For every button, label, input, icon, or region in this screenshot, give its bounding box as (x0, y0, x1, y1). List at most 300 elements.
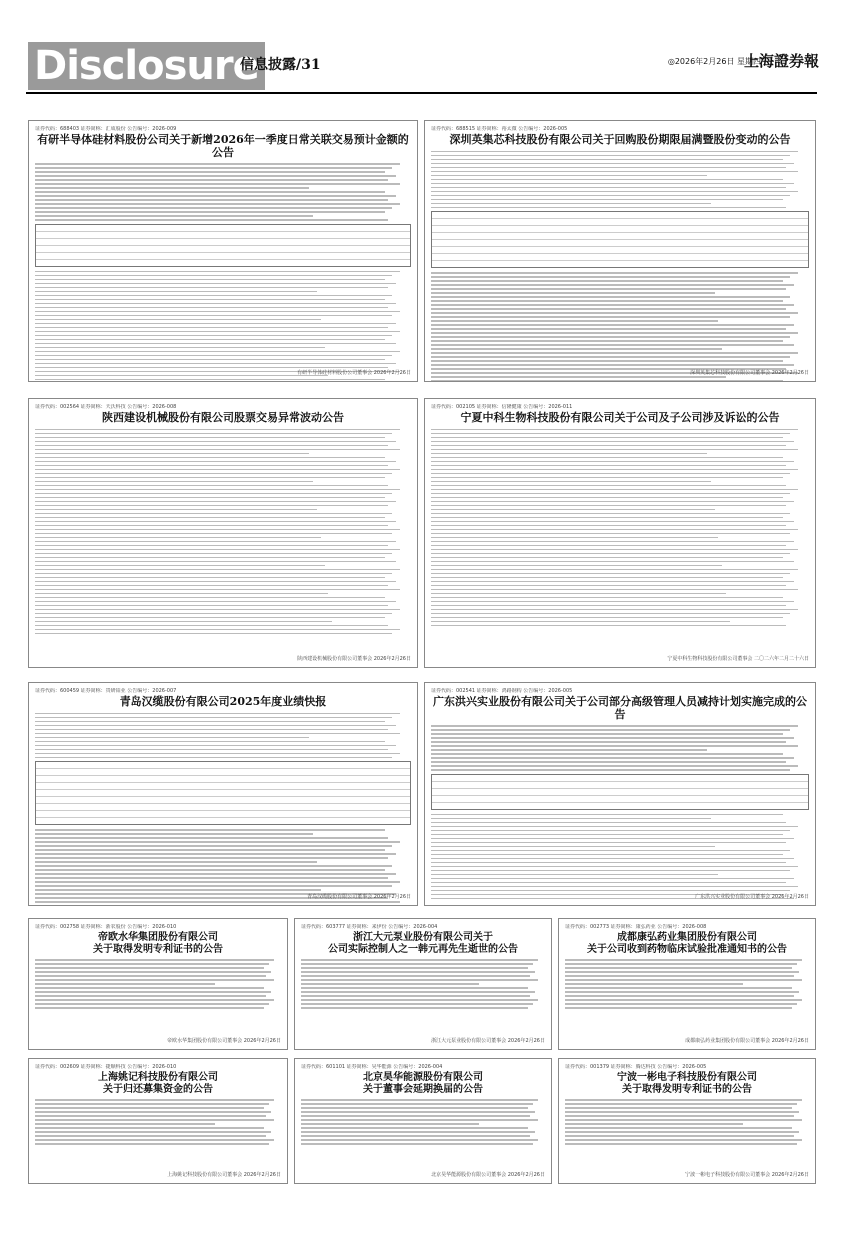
text-line (431, 320, 718, 322)
text-line (431, 553, 790, 555)
text-line (431, 481, 711, 483)
text-line (35, 351, 400, 353)
text-line (35, 1131, 271, 1133)
text-line (35, 633, 392, 635)
stock-code-line: 证券代码：600459 证券简称：贵研铂业 公告编号：2026-007 (35, 688, 177, 694)
text-line (431, 167, 786, 169)
text-line (35, 729, 388, 731)
text-line (35, 905, 392, 906)
text-line (431, 886, 798, 888)
text-line (431, 163, 794, 165)
text-line (431, 769, 790, 771)
announcement-footer: 广东洪兴实业股份有限公司董事会 2026年2月26日 (695, 894, 809, 900)
text-line (35, 629, 400, 631)
text-line (35, 597, 385, 599)
text-line (431, 312, 798, 314)
announcement-footer: 陕西建设机械股份有限公司董事会 2026年2月26日 (297, 656, 411, 662)
text-line (431, 818, 711, 820)
table-row (36, 769, 410, 776)
announcement-title: 上海姚记科技股份有限公司 关于归还募集资金的公告 (98, 1072, 218, 1095)
text-line (35, 565, 325, 567)
data-table (35, 761, 411, 825)
text-line (35, 757, 392, 759)
announcement-title: 深圳英集芯科技股份有限公司关于回购股份期限届满暨股份变动的公告 (449, 133, 791, 146)
text-line (565, 1143, 797, 1145)
announcement-7 (28, 918, 288, 1050)
text-line (431, 765, 798, 767)
text-line (35, 1115, 266, 1117)
text-line (35, 465, 388, 467)
text-line (431, 549, 798, 551)
table-row (36, 804, 410, 811)
announcement-8 (294, 918, 552, 1050)
text-line (35, 745, 396, 747)
text-line (35, 721, 385, 723)
text-line (431, 613, 790, 615)
text-line (301, 963, 533, 965)
text-line (35, 175, 396, 177)
announcement-title: 宁波一彬电子科技股份有限公司 关于取得发明专利证书的公告 (617, 1072, 757, 1095)
text-line (35, 841, 400, 843)
text-line (565, 1103, 797, 1105)
text-line (35, 713, 400, 715)
text-line (35, 323, 396, 325)
text-line (35, 433, 392, 435)
table-row (36, 818, 410, 824)
text-line (35, 625, 388, 627)
text-line (431, 489, 798, 491)
text-line (431, 581, 794, 583)
date-line: ◎2026年2月26日 星期四 (667, 57, 761, 66)
text-line (35, 473, 392, 475)
text-line (431, 621, 730, 623)
text-line (431, 529, 798, 531)
text-line (35, 343, 396, 345)
text-line (35, 877, 388, 879)
table-row (432, 261, 808, 267)
text-line (35, 199, 388, 201)
text-line (431, 521, 794, 523)
text-line (35, 283, 396, 285)
text-line (431, 541, 794, 543)
table-row (36, 762, 410, 769)
text-line (35, 481, 313, 483)
text-line (35, 889, 321, 891)
text-line (35, 865, 392, 867)
stock-code-line: 证券代码：002609 证券简称：捷顺科技 公告编号：2026-010 (35, 1064, 177, 1070)
text-line (431, 441, 794, 443)
text-line (301, 959, 538, 961)
text-line (565, 999, 802, 1001)
text-line (431, 203, 711, 205)
text-line (565, 1107, 792, 1109)
text-line (431, 741, 786, 743)
text-line (35, 211, 385, 213)
announcement-title: 广东洪兴实业股份有限公司关于公司部分高级管理人员减持计划实施完成的公告 (433, 695, 807, 721)
text-line (431, 890, 790, 892)
stock-code-line: 证券代码：688403 证券简称：汇成股份 公告编号：2026-009 (35, 126, 177, 132)
text-line (431, 187, 786, 189)
text-line (35, 617, 385, 619)
text-line (301, 975, 530, 977)
stock-code-line: 证券代码：688515 证券简称：裕太微 公告编号：2026-005 (431, 126, 568, 132)
text-line (301, 987, 528, 989)
table-row (36, 239, 410, 246)
text-line (431, 284, 794, 286)
text-line (431, 589, 798, 591)
text-line (431, 195, 790, 197)
text-line (431, 745, 798, 747)
text-line (565, 1131, 799, 1133)
text-line (35, 191, 385, 193)
text-line (565, 983, 743, 985)
text-line (35, 995, 266, 997)
stock-code-line: 证券代码：002773 证券简称：康弘药业 公告编号：2026-008 (565, 924, 707, 930)
text-line (431, 874, 718, 876)
text-line (565, 975, 794, 977)
text-line (431, 537, 718, 539)
text-line (35, 163, 400, 165)
text-line (35, 963, 269, 965)
text-line (431, 352, 798, 354)
text-line (35, 453, 309, 455)
text-line (35, 967, 264, 969)
text-line (431, 445, 786, 447)
text-line (431, 609, 798, 611)
text-line (431, 729, 790, 731)
text-line (431, 830, 790, 832)
text-line (431, 159, 783, 161)
text-line (431, 870, 790, 872)
text-line (35, 1007, 264, 1009)
announcement-12 (558, 1058, 816, 1184)
announcement-3 (28, 398, 418, 668)
text-line (431, 360, 783, 362)
text-line (35, 971, 271, 973)
text-line (565, 987, 792, 989)
text-line (431, 838, 794, 840)
table-row (432, 233, 808, 240)
text-line (431, 328, 786, 330)
text-line (565, 959, 802, 961)
text-line (431, 862, 786, 864)
text-line (35, 311, 400, 313)
text-line (431, 882, 786, 884)
text-line (431, 336, 790, 338)
table-row (36, 232, 410, 239)
text-line (431, 296, 790, 298)
text-line (565, 991, 799, 993)
text-line (431, 525, 786, 527)
text-line (35, 187, 309, 189)
text-line (431, 457, 783, 459)
text-line (431, 593, 726, 595)
text-line (431, 497, 783, 499)
text-line (35, 363, 396, 365)
text-line (35, 987, 264, 989)
text-line (35, 975, 266, 977)
text-line (431, 449, 798, 451)
text-line (35, 203, 400, 205)
text-line (431, 465, 786, 467)
text-line (35, 457, 385, 459)
text-line (431, 272, 798, 274)
text-line (35, 725, 396, 727)
table-row (36, 790, 410, 797)
text-line (431, 561, 794, 563)
text-line (431, 171, 798, 173)
masthead: Disclosure (28, 42, 265, 90)
text-line (431, 461, 794, 463)
text-line (35, 319, 321, 321)
text-line (431, 304, 794, 306)
text-line (431, 292, 715, 294)
text-line (431, 545, 786, 547)
announcement-footer: 浙江大元泵业股份有限公司董事会 2026年2月26日 (431, 1038, 545, 1044)
announcement-body (35, 959, 281, 1009)
text-line (431, 854, 783, 856)
text-line (35, 513, 392, 515)
announcement-body (565, 959, 809, 1009)
table-row (432, 782, 808, 789)
text-line (431, 364, 794, 366)
text-line (35, 375, 328, 377)
announcement-footer: 上海姚记科技股份有限公司董事会 2026年2月26日 (167, 1172, 281, 1178)
text-line (301, 1003, 533, 1005)
text-line (431, 356, 790, 358)
announcement-body (35, 713, 411, 906)
stock-code-line: 证券代码：603777 证券简称：来伊份 公告编号：2026-004 (301, 924, 438, 930)
text-line (35, 999, 274, 1001)
table-row (36, 776, 410, 783)
stock-code-line: 证券代码：002758 证券简称：浙农股份 公告编号：2026-010 (35, 924, 177, 930)
text-line (431, 605, 786, 607)
table-row (432, 212, 808, 219)
text-line (431, 761, 786, 763)
table-row (432, 226, 808, 233)
data-table (431, 211, 809, 268)
text-line (35, 469, 400, 471)
text-line (431, 493, 790, 495)
text-line (431, 533, 790, 535)
announcement-title: 帝欧水华集团股份有限公司 关于取得发明专利证书的公告 (93, 932, 223, 955)
announcement-footer: 有研半导体硅材料股份公司董事会 2026年2月26日 (297, 370, 411, 376)
announcement-title: 有研半导体硅材料股份公司关于新增2026年一季度日常关联交易预计金额的公告 (37, 133, 409, 159)
text-line (431, 151, 798, 153)
text-line (35, 497, 385, 499)
stock-code-line: 证券代码：002541 证券简称：鸿路钢构 公告编号：2026-005 (431, 688, 573, 694)
text-line (431, 757, 794, 759)
text-line (431, 834, 783, 836)
text-line (35, 461, 396, 463)
text-line (35, 307, 388, 309)
table-row (432, 247, 808, 254)
text-line (35, 717, 392, 719)
text-line (35, 861, 317, 863)
text-line (565, 1003, 797, 1005)
text-line (431, 878, 794, 880)
page-header (0, 0, 843, 100)
text-line (35, 849, 385, 851)
text-line (35, 327, 388, 329)
text-line (35, 279, 385, 281)
text-line (35, 167, 392, 169)
newspaper-brand: 上海證券報 (743, 52, 819, 70)
text-line (431, 733, 783, 735)
text-line (35, 857, 388, 859)
text-line (35, 275, 392, 277)
text-line (431, 601, 794, 603)
text-line (431, 822, 786, 824)
text-line (35, 449, 400, 451)
text-line (35, 179, 388, 181)
text-line (431, 573, 790, 575)
data-table (35, 224, 411, 267)
text-line (35, 517, 385, 519)
text-line (565, 1139, 802, 1141)
announcement-footer: 成都康弘药业集团股份有限公司董事会 2026年2月26日 (685, 1038, 809, 1044)
text-line (35, 593, 328, 595)
text-line (35, 991, 271, 993)
header-rule (26, 92, 817, 94)
text-line (35, 545, 388, 547)
text-line (35, 749, 388, 751)
text-line (431, 191, 798, 193)
text-line (565, 1099, 802, 1101)
text-line (431, 453, 707, 455)
text-line (301, 983, 479, 985)
table-row (36, 783, 410, 790)
text-line (35, 1099, 274, 1101)
text-line (35, 219, 388, 221)
announcement-body (431, 725, 809, 899)
text-line (565, 967, 792, 969)
text-line (301, 1135, 530, 1137)
text-line (431, 300, 783, 302)
text-line (35, 1103, 269, 1105)
text-line (35, 437, 385, 439)
text-line (565, 1111, 799, 1113)
text-line (565, 963, 797, 965)
announcement-body (565, 1099, 809, 1145)
text-line (431, 429, 798, 431)
text-line (35, 1107, 264, 1109)
announcement-body (301, 959, 545, 1009)
announcement-body (35, 429, 411, 635)
text-line (431, 332, 798, 334)
text-line (35, 983, 215, 985)
text-line (431, 846, 715, 848)
text-line (35, 613, 392, 615)
text-line (565, 1135, 794, 1137)
text-line (35, 525, 388, 527)
text-line (35, 183, 400, 185)
text-line (35, 207, 392, 209)
text-line (35, 1123, 215, 1125)
table-row (36, 260, 410, 266)
text-line (431, 199, 783, 201)
text-line (35, 331, 400, 333)
text-line (431, 577, 783, 579)
text-line (431, 826, 798, 828)
text-line (431, 179, 783, 181)
announcement-title: 成都康弘药业集团股份有限公司 关于公司收到药物临床试验批准通知书的公告 (587, 932, 787, 955)
text-line (301, 1007, 528, 1009)
announcement-5 (28, 682, 418, 906)
table-row (432, 796, 808, 803)
text-line (35, 589, 400, 591)
text-line (431, 565, 722, 567)
text-line (35, 1119, 274, 1121)
text-line (35, 359, 385, 361)
text-line (431, 517, 783, 519)
announcement-footer: 青岛汉缆股份有限公司董事会 2026年2月26日 (307, 894, 411, 900)
text-line (35, 339, 385, 341)
announcement-footer: 北京昊华能源股份有限公司董事会 2026年2月26日 (431, 1172, 545, 1178)
announcement-title: 宁夏中科生物科技股份有限公司关于公司及子公司涉及诉讼的公告 (460, 411, 780, 424)
stock-code-line: 证券代码：002564 证券简称：天沃科技 公告编号：2026-008 (35, 404, 177, 410)
text-line (35, 509, 317, 511)
text-line (301, 1127, 528, 1129)
text-line (301, 999, 538, 1001)
text-line (431, 437, 783, 439)
text-line (35, 585, 388, 587)
text-line (431, 316, 790, 318)
text-line (431, 324, 794, 326)
text-line (431, 814, 783, 816)
text-line (35, 489, 400, 491)
text-line (35, 529, 400, 531)
text-line (431, 625, 786, 627)
text-line (565, 995, 794, 997)
text-line (431, 866, 798, 868)
text-line (301, 1115, 530, 1117)
text-line (431, 473, 790, 475)
text-line (565, 1119, 802, 1121)
text-line (35, 733, 400, 735)
text-line (35, 541, 396, 543)
stock-code-line: 证券代码：001379 证券简称：腾达科技 公告编号：2026-005 (565, 1064, 707, 1070)
text-line (431, 485, 786, 487)
text-line (35, 1143, 269, 1145)
announcement-title: 陕西建设机械股份有限公司股票交易异常波动公告 (102, 411, 344, 424)
text-line (301, 971, 535, 973)
text-line (431, 207, 786, 209)
text-line (301, 1111, 535, 1113)
text-line (565, 1115, 794, 1117)
text-line (35, 521, 396, 523)
text-line (35, 853, 396, 855)
text-line (35, 303, 396, 305)
text-line (35, 287, 388, 289)
text-line (431, 850, 790, 852)
text-line (35, 335, 392, 337)
text-line (35, 979, 274, 981)
text-line (35, 881, 400, 883)
announcement-title: 青岛汉缆股份有限公司2025年度业绩快报 (119, 695, 327, 708)
table-row (432, 803, 808, 809)
announcement-footer: 宁夏中科生物科技股份有限公司董事会 二〇二六年二月二十六日 (667, 656, 809, 662)
text-line (431, 276, 790, 278)
text-line (431, 501, 794, 503)
text-line (431, 513, 790, 515)
text-line (35, 379, 385, 381)
text-line (431, 380, 783, 382)
text-line (431, 842, 786, 844)
table-row (432, 240, 808, 247)
stock-code-line: 证券代码：601101 证券简称：昊华能源 公告编号：2026-004 (301, 1064, 443, 1070)
text-line (431, 175, 707, 177)
